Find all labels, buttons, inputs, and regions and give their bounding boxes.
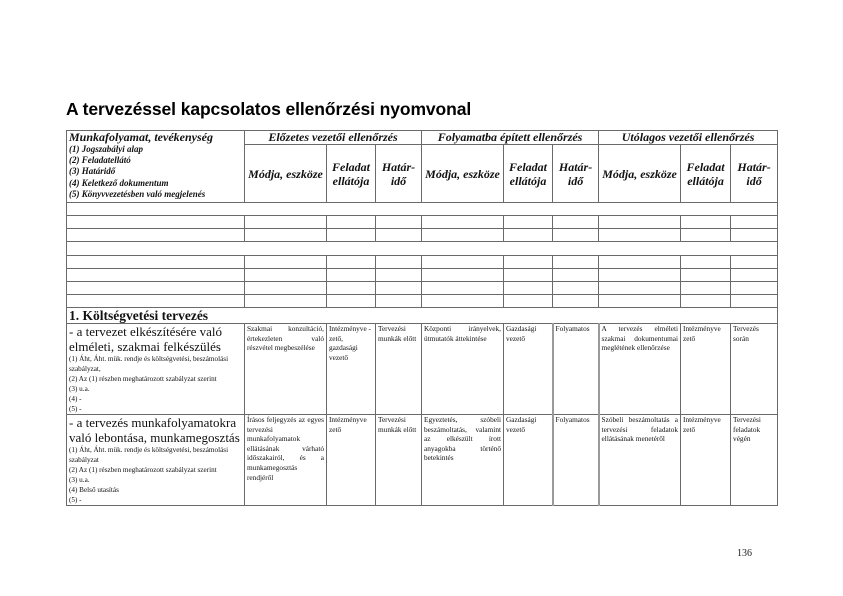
empty-cell: [553, 282, 599, 295]
pre-control-method: Szakmai konzultáció, értekezleten való részvétel megbeszélése: [245, 324, 327, 415]
empty-cell: [422, 256, 504, 269]
activity-cell: [67, 415, 245, 506]
empty-cell: [245, 282, 327, 295]
empty-cell: [67, 229, 245, 242]
empty-cell: [553, 229, 599, 242]
in-process-responsible: Gazdasági vezető: [504, 324, 553, 415]
activity-detail-item: (1) Áht, Áht. mük. rendje és költségvetési, beszámolási szabályzat,: [69, 355, 229, 373]
empty-cell: [245, 256, 327, 269]
process-header-title: Munkafolyamat, tevékenység: [69, 130, 213, 144]
empty-cell: [376, 216, 422, 229]
empty-cell: [731, 229, 778, 242]
empty-cell: [376, 295, 422, 308]
section-row: [67, 308, 778, 324]
empty-row: [67, 295, 778, 308]
empty-cell: [245, 295, 327, 308]
subheader-deadline-line1: Határ-: [737, 159, 771, 174]
post-control-responsible: Intézményve zető: [681, 415, 731, 506]
empty-row: [67, 269, 778, 282]
subheader-deadline-line2: idő: [746, 173, 762, 188]
process-header-cell: [67, 131, 245, 203]
empty-cell: [504, 216, 553, 229]
empty-cell: [245, 269, 327, 282]
audit-trail-table: [66, 130, 778, 506]
pre-control-responsible: Intézményve -zető, gazdasági vezető: [327, 324, 376, 415]
empty-cell: [681, 282, 731, 295]
process-legend-item: (4) Keletkező dokumentum: [69, 177, 169, 188]
empty-cell: [67, 242, 778, 256]
process-legend-item: (2) Feladatellátó: [69, 155, 131, 166]
group-header-in-process-control: Folyamatba épített ellenőrzés: [422, 131, 599, 145]
subheader-responsible-line1: Feladat: [686, 159, 725, 174]
subheader-responsible-line2: ellátója: [332, 173, 370, 188]
subheader-method: Módja, eszköze: [245, 145, 327, 203]
header-row-groups: [67, 131, 778, 145]
empty-cell: [599, 229, 681, 242]
activity-details: [69, 354, 242, 414]
empty-spanning-row: [67, 242, 778, 256]
subheader-deadline: [553, 145, 599, 203]
empty-cell: [599, 295, 681, 308]
post-control-deadline: Tervezés során: [731, 324, 778, 415]
empty-cell: [376, 256, 422, 269]
subheader-responsible-line1: Feladat: [509, 159, 548, 174]
empty-cell: [245, 216, 327, 229]
subheader-deadline-line2: idő: [390, 173, 407, 188]
process-legend: [69, 144, 242, 200]
activity-detail-item: (1) Áht, Áht. mük. rendje és költségvetési, beszámolási szabályzat: [69, 446, 229, 464]
empty-cell: [681, 256, 731, 269]
post-control-method: A tervezés elméleti szakmai dokumentumai meglétének ellenőrzése: [599, 324, 681, 415]
empty-cell: [504, 256, 553, 269]
subheader-responsible: [504, 145, 553, 203]
subheader-method: Módja, eszköze: [599, 145, 681, 203]
section-title: 1. Költségvetési tervezés: [67, 308, 778, 324]
subheader-deadline-line1: Határ-: [558, 159, 593, 174]
empty-row: [67, 216, 778, 229]
empty-cell: [67, 216, 245, 229]
activity-details: [69, 445, 242, 505]
empty-cell: [553, 269, 599, 282]
empty-cell: [731, 282, 778, 295]
page-title: A tervezéssel kapcsolatos ellenőrzési nyomvonal: [66, 99, 472, 119]
empty-cell: [681, 269, 731, 282]
empty-cell: [327, 229, 376, 242]
empty-row: [67, 256, 778, 269]
activity-title: - a tervezés munkafolyamatokra való lebontása, munkamegosztás: [69, 415, 240, 445]
group-header-pre-control: Előzetes vezetői ellenőrzés: [245, 131, 422, 145]
activity-detail-item: (4) Belső utasítás: [69, 486, 119, 494]
empty-row: [67, 229, 778, 242]
empty-cell: [327, 216, 376, 229]
activity-detail-item: (5) -: [69, 405, 82, 413]
activity-row: [67, 324, 778, 415]
activity-detail-item: (2) Az (1) részben meghatározott szabályzat szerint: [69, 375, 217, 383]
empty-cell: [376, 269, 422, 282]
empty-cell: [504, 282, 553, 295]
pre-control-deadline: Tervezési munkák előtt: [376, 324, 422, 415]
empty-cell: [327, 256, 376, 269]
empty-cell: [599, 269, 681, 282]
empty-cell: [731, 295, 778, 308]
empty-cell: [327, 282, 376, 295]
empty-cell: [553, 256, 599, 269]
empty-cell: [422, 216, 504, 229]
activity-detail-item: (3) u.a.: [69, 476, 90, 484]
activity-cell: [67, 324, 245, 415]
process-legend-item: (1) Jogszabályi alap: [69, 144, 143, 154]
empty-cell: [422, 269, 504, 282]
pre-control-method: Írásos feljegyzés az egyes tervezési munkafolyamatok ellátásának várható időszakairól, és a munkamegosztás rendjéről: [245, 415, 327, 506]
empty-cell: [327, 295, 376, 308]
in-process-responsible: Gazdasági vezető: [504, 415, 553, 506]
subheader-responsible-line1: Feladat: [332, 159, 370, 174]
subheader-responsible: [681, 145, 731, 203]
in-process-method: Egyeztetés, szóbeli beszámoltatás, valamint az elkészült írott anyagokba történő betekintés: [422, 415, 504, 506]
in-process-deadline: Folyamatos: [553, 415, 599, 506]
empty-cell: [67, 295, 245, 308]
pre-control-deadline: Tervezési munkák előtt: [376, 415, 422, 506]
page-number: 136: [737, 548, 752, 559]
activity-detail-item: (5) -: [69, 496, 82, 504]
subheader-deadline-line1: Határ-: [381, 159, 416, 174]
activity-row: [67, 415, 778, 506]
empty-cell: [376, 282, 422, 295]
empty-cell: [67, 269, 245, 282]
empty-cell: [245, 229, 327, 242]
empty-cell: [599, 216, 681, 229]
in-process-method: Központi irányelvek, útmutatók áttekintése: [422, 324, 504, 415]
empty-cell: [681, 229, 731, 242]
empty-cell: [731, 216, 778, 229]
activity-detail-item: (3) u.a.: [69, 385, 90, 393]
subheader-deadline: [731, 145, 778, 203]
empty-cell: [553, 216, 599, 229]
empty-cell: [327, 269, 376, 282]
empty-cell: [731, 256, 778, 269]
empty-cell: [67, 282, 245, 295]
process-legend-item: (5) Könyvvezetésben való megjelenés: [69, 188, 206, 199]
subheader-responsible-line2: ellátója: [687, 173, 724, 188]
empty-cell: [422, 295, 504, 308]
empty-cell: [504, 229, 553, 242]
empty-cell: [731, 269, 778, 282]
subheader-responsible: [327, 145, 376, 203]
activity-detail-item: (2) Az (1) részben meghatározott szabályzat szerint: [69, 466, 217, 474]
empty-cell: [504, 295, 553, 308]
subheader-responsible-line2: ellátója: [509, 173, 547, 188]
post-control-deadline: Tervezési feladatok végén: [731, 415, 778, 506]
empty-cell: [422, 229, 504, 242]
subheader-deadline-line2: idő: [567, 173, 584, 188]
empty-cell: [504, 269, 553, 282]
subheader-method: Módja, eszköze: [422, 145, 504, 203]
empty-cell: [376, 229, 422, 242]
empty-cell: [599, 282, 681, 295]
empty-cell: [67, 256, 245, 269]
empty-cell: [422, 282, 504, 295]
empty-cell: [599, 256, 681, 269]
empty-cell: [67, 203, 778, 216]
group-header-post-control: Utólagos vezetői ellenőrzés: [599, 131, 778, 145]
activity-title: - a tervezet elkészítésére való elméleti, szakmai felkészülés: [69, 324, 223, 354]
empty-cell: [553, 295, 599, 308]
in-process-deadline: Folyamatos: [553, 324, 599, 415]
empty-cell: [681, 295, 731, 308]
process-legend-item: (3) Határidő: [69, 166, 116, 177]
empty-spanning-row: [67, 203, 778, 216]
post-control-responsible: Intézményve zető: [681, 324, 731, 415]
empty-cell: [681, 216, 731, 229]
empty-row: [67, 282, 778, 295]
subheader-deadline: [376, 145, 422, 203]
activity-detail-item: (4) -: [69, 395, 82, 403]
pre-control-responsible: Intézményve zető: [327, 415, 376, 506]
post-control-method: Szóbeli beszámoltatás a tervezési feladatok ellátásának menetéről: [599, 415, 681, 506]
